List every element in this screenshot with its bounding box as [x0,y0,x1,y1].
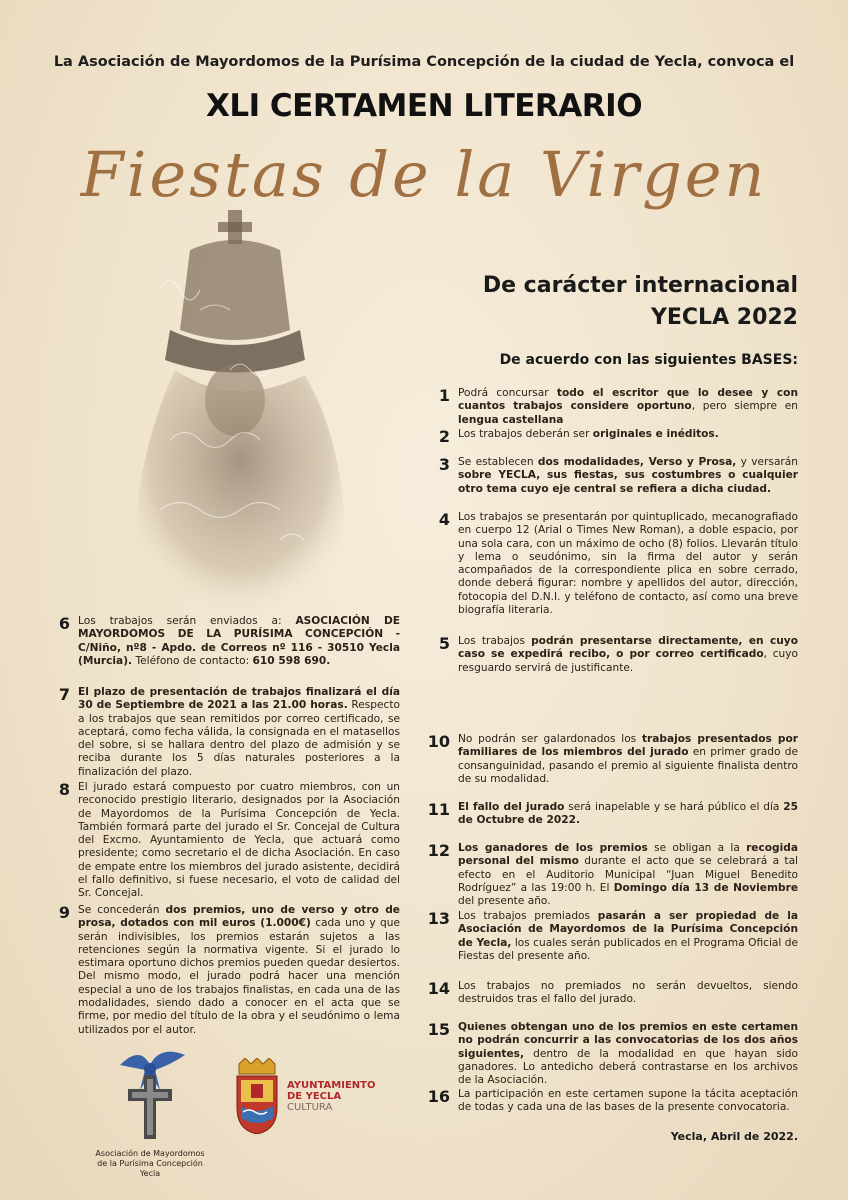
rule-item [424,842,798,908]
coat-of-arms-icon [235,1058,279,1134]
rule-text-segment: No podrán ser galardonados los [458,733,642,745]
rule-text-segment: , cuyo resguardo servirá de justificante. [458,648,798,674]
rule-text-segment: Teléfono de contacto: [132,654,253,667]
rule-item [424,980,798,1007]
ayto-line-2: DE YECLA [287,1090,342,1102]
rule-number: 7 [58,685,70,704]
rule-text-segment: originales e inéditos. [592,428,719,440]
rule-item [424,801,798,828]
rule-text [78,781,400,901]
bases-heading: De acuerdo con las siguientes BASES: [499,352,798,368]
rule-text-segment: , pero siempre en [691,400,798,413]
rule-text-segment: y versarán [736,456,798,468]
rule-text-segment: El fallo del jurado [458,801,565,813]
rule-text-segment: lengua castellana [458,413,564,426]
rule-text [458,910,798,963]
rule-text [458,387,798,427]
rule-text-segment: recogida personal del mismo [458,842,798,868]
rule-text-segment: Podrá concursar [458,387,557,399]
rule-text-segment: los cuales serán publicados en el Programa Oficial de Fiestas del presente año. [458,936,798,962]
cross-ribbon-icon [100,1045,200,1145]
rule-item [424,910,798,963]
rule-text-segment: sobre YECLA, sus fiestas, sus costumbres o cualquier otro tema cuyo eje central se refiera a dicha ciudad. [458,469,798,495]
rule-number: 2 [438,427,450,446]
rule-text-segment: Quienes obtengan uno de los premios en este certamen no podrán concurrir a las convocatorias de los dos años siguientes, [458,1021,798,1060]
rule-text [458,1088,798,1115]
rule-number: 6 [58,614,70,633]
rule-item [424,733,798,786]
rule-text [78,686,400,779]
rule-number: 13 [427,909,450,928]
rule-item [424,1021,798,1087]
rule-text [458,980,798,1007]
rule-text-segment: 610 598 690. [252,654,331,667]
rule-number: 4 [438,510,450,529]
page-title: XLI CERTAMEN LITERARIO [205,88,643,124]
rule-text-segment: Respecto a los trabajos que sean remitidos por correo certificado, se aceptará, como fecha válida, la consignada en el matasellos del sobre, si se hallara dentro del plazo de admisión y se reciba durante los 5 días naturales posteriores a la finalización del plazo. [78,699,400,778]
rule-text [78,615,400,668]
rule-text-segment: podrán presentarse directamente, en cuyo caso se expedirá recibo, o por correo certificado [458,635,798,661]
rule-item [424,428,798,445]
rule-text-segment: El plazo de presentación de trabajos finalizará el día 30 de Septiembre de 2021 a las 21.00 horas. [78,686,400,712]
rule-text-segment: Los trabajos premiados [458,910,598,922]
rule-item [424,456,798,496]
ayuntamiento-text [287,1080,376,1113]
assoc-logo [95,1045,205,1179]
rule-text [458,428,798,445]
rule-number: 14 [427,979,450,998]
rule-text-segment: dentro de la modalidad en que hayan sido ganadores. Lo antedicho deberá contrastarse en los archivos de la Asociación. [458,1047,798,1087]
assoc-caption-3: Yecla [139,1169,161,1178]
rule-text-segment: La participación en este certamen supone la tácita aceptación de todas y cada una de las bases de la presente convocatoria. [458,1088,798,1114]
rule-text [458,801,798,828]
rule-text-segment: Los ganadores de los premios [458,842,648,854]
rule-text-segment: todo el escritor que lo desee y con cuantos trabajos considere oportuno [458,387,798,413]
rule-text-segment: 25 de Octubre de 2022. [458,801,798,827]
rule-text-segment: Los trabajos [458,635,532,647]
rule-item [44,904,400,1037]
rule-text [78,904,400,1037]
rule-number: 8 [58,780,70,799]
closing-date: Yecla, Abril de 2022. [670,1130,798,1143]
ayto-line-3: CULTURA [287,1101,333,1113]
assoc-caption-1: Asociación de Mayordomos [95,1149,205,1158]
rule-text [458,733,798,786]
rule-text [458,635,798,675]
rule-text-segment: se obligan a la [647,842,747,854]
rule-text-segment: Los trabajos se presentarán por quintuplicado, mecanografiado en cuerpo 12 (Arial o Times New Roman), a doble espacio, por una sola cara, con un máximo de ocho (8) folios. Llevarán título y lema o seudónimo, sin la firma del autor y serán acompañados de la correspondiente plica en sobre cerrado, donde deberá figurar: nombre y apellidos del autor, dirección, fotocopia del D.N.I. y teléfono de contacto, así como una breve biografía literaria. [458,511,798,617]
rule-number: 10 [427,732,450,751]
script-title: Fiestas de la Virgen [80,138,768,211]
rule-number: 1 [438,386,450,405]
rule-text-segment: durante el acto que se celebrará a tal efecto en el Auditorio Municipal “Juan Miguel Benedito Rodríguez” a las 19:00 h. El [458,855,799,894]
rule-text-segment: Los trabajos serán enviados a: [78,615,296,627]
rule-number: 5 [438,634,450,653]
rule-item [44,686,400,779]
rule-text-segment: El jurado estará compuesto por cuatro miembros, con un reconocido prestigio literario, designados por la Asociación de Mayordomos de la Purísima Concepción de Yecla. También formará parte del jurado el Sr. Concejal de Cultura del Excmo. Ayuntamiento de Yecla, que actuará como presidente; como secretario el de dicha Asociación. En caso de empate entre los miembros del jurado asistente, decidirá el fallo definitivo, si fuese necesario, el voto de calidad del Sr. Concejal. [78,781,400,900]
rule-text-segment: Domingo día 13 de Noviembre [613,881,798,894]
rule-text-segment: trabajos presentados por familiares de los miembros del jurado [458,733,798,759]
rule-text-segment: Los trabajos no premiados no serán devueltos, siendo destruidos tras el fallo del jurado. [458,980,798,1006]
assoc-caption-2: de la Purísima Concepción [97,1159,203,1168]
rule-item [44,615,400,668]
ayuntamiento-logo [235,1058,376,1134]
rule-text-segment: pasarán a ser propiedad de la Asociación de Mayordomos de la Purísima Concepción de Yecla, [458,910,798,949]
rule-number: 9 [58,903,70,922]
rule-number: 11 [427,800,450,819]
ayto-line-1: AYUNTAMIENTO [287,1079,376,1091]
rule-item [44,781,400,901]
subtitle-international: De carácter internacional [482,273,798,298]
rule-text-segment: Se concederán [78,904,166,916]
rule-text-segment: Se establecen [458,456,538,468]
intro-line: La Asociación de Mayordomos de la Purísima Concepción de la ciudad de Yecla, convoca el [53,54,795,70]
rule-text-segment: en primer grado de consanguinidad, pasando el premio al siguiente finalista dentro de su modalidad. [458,746,799,785]
rule-text-segment: Los trabajos deberán ser [458,428,593,440]
rule-number: 16 [427,1087,450,1106]
rule-number: 3 [438,455,450,474]
subtitle [483,270,798,334]
rule-item [424,511,798,617]
rule-item [424,1088,798,1115]
subtitle-year: YECLA 2022 [650,305,798,330]
rule-number: 15 [427,1020,450,1039]
rule-text [458,511,798,617]
rule-text-segment: cada uno y que serán indivisibles, los premios estarán sujetos a las retenciones según la normativa vigente. Si el jurado lo estimara oportuno dichos premios pueden quedar desiertos. Del mismo modo, el jurado podrá hacer una mención especial a uno de los trabajos finalistas, en cada una de las modalidades, siendo dado a conocer en el acta que se firme, por medio del título de la obra y el seudónimo o lema utilizados por el autor. [78,917,400,1036]
rule-text-segment: ASOCIACIÓN DE MAYORDOMOS DE LA PURÍSIMA CONCEPCIÓN - C/Niño, nº8 - Apdo. de Correos nº 116 - 30510 Yecla (Murcia). [78,615,400,667]
rule-item [424,387,798,427]
rule-text-segment: dos premios, uno de verso y otro de prosa, dotados con mil euros (1.000€) [78,904,400,930]
rule-text-segment: del presente año. [458,895,551,908]
rule-text [458,456,798,496]
rule-number: 12 [427,841,450,860]
virgin-statue-image [130,210,380,630]
rule-text [458,1021,798,1087]
rule-item [424,635,798,675]
rule-text [458,842,798,908]
rule-text-segment: será inapelable y se hará público el día [564,801,784,813]
rule-text-segment: dos modalidades, Verso y Prosa, [537,456,737,468]
